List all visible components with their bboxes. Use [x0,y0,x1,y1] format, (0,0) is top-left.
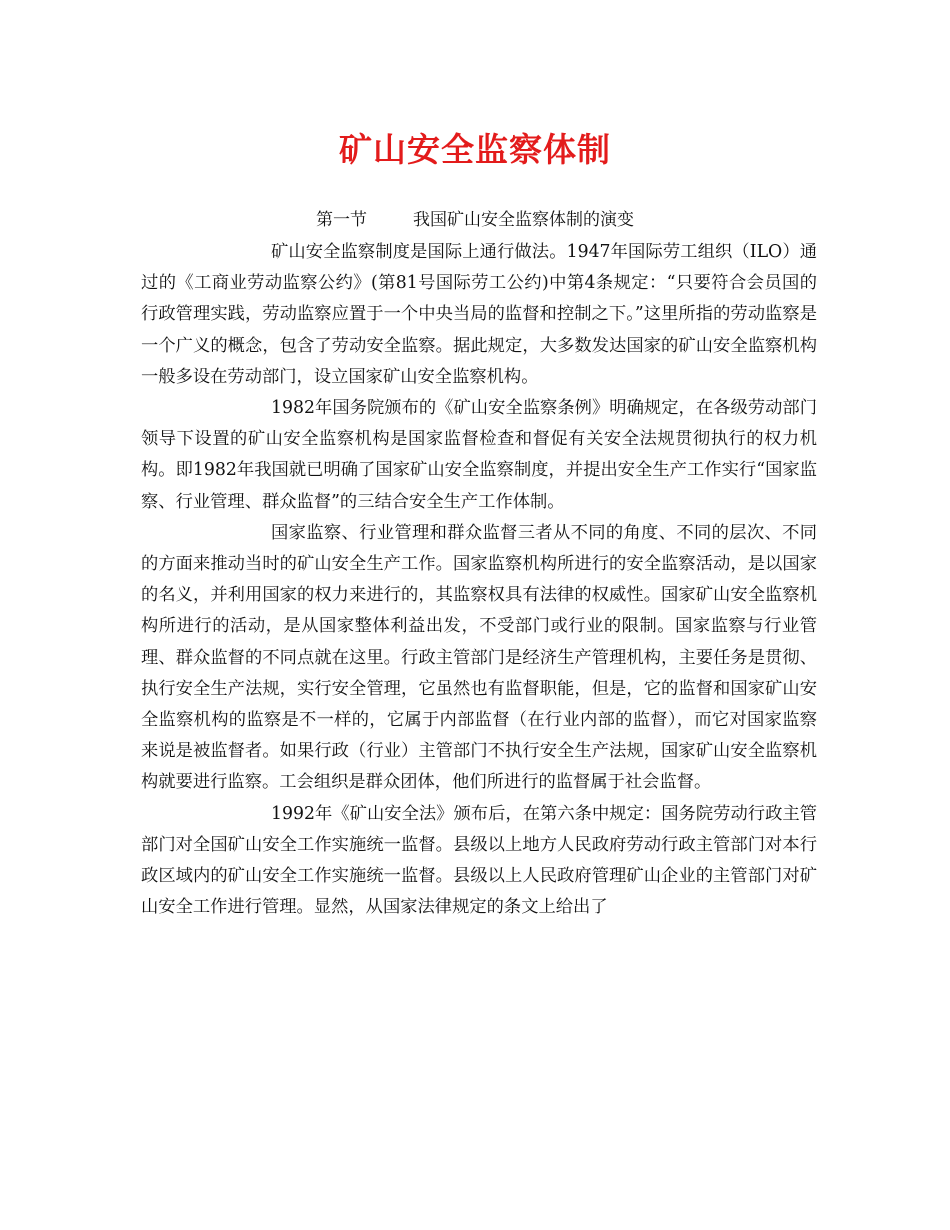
paragraph-1: 矿山安全监察制度是国际上通行做法。1947年国际劳工组织（ILO）通过的《工商业劳动监察公约》(第81号国际劳工公约)中第4条规定：“只要符合会员国的行政管理实践，劳动监察应置于一个中央当局的监督和控制之下。”这里所指的劳动监察是一个广义的概念，包含了劳动安全监察。据此规定，大多数发达国家的矿山安全监察机构一般多设在劳动部门，设立国家矿山安全监察机构。 [141,242,817,387]
paragraph-2: 1982年国务院颁布的《矿山安全监察条例》明确规定，在各级劳动部门领导下设置的矿山安全监察机构是国家监督检查和督促有关安全法规贯彻执行的权力机构。即1982年我国就已明确了国家矿山安全监察制度，并提出安全生产工作实行“国家监察、行业管理、群众监督”的三结合安全生产工作体制。 [141,398,817,512]
section-title: 我国矿山安全监察体制的演变 [413,210,634,230]
section-number: 第一节 [316,210,367,230]
paragraph-4: 1992年《矿山安全法》颁布后，在第六条中规定：国务院劳动行政主管部门对全国矿山安全工作实施统一监督。县级以上地方人民政府劳动行政主管部门对本行政区域内的矿山安全工作实施统一监督。县级以上人民政府管理矿山企业的主管部门对矿山安全工作进行管理。显然，从国家法律规定的条文上给出了 [141,803,817,918]
paragraph-3: 国家监察、行业管理和群众监督三者从不同的角度、不同的层次、不同的方面来推动当时的矿山安全生产工作。国家监察机构所进行的安全监察活动，是以国家的名义，并利用国家的权力来进行的，其监察权具有法律的权威性。国家矿山安全监察机构所进行的活动，是从国家整体利益出发，不受部门或行业的限制。国家监察与行业管理、群众监督的不同点就在这里。行政主管部门是经济生产管理机构，主要任务是贯彻、执行安全生产法规，实行安全管理，它虽然也有监督职能，但是，它的监督和国家矿山安全监察机构的监察是不一样的，它属于内部监督（在行业内部的监督），而它对国家监察来说是被监督者。如果行政（行业）主管部门不执行安全生产法规，国家矿山安全监察机构就要进行监察。工会组织是群众团体，他们所进行的监督属于社会监督。 [141,522,817,793]
body-text [141,237,817,923]
document-title: 矿山安全监察体制 [339,130,611,169]
section-heading [0,206,950,234]
